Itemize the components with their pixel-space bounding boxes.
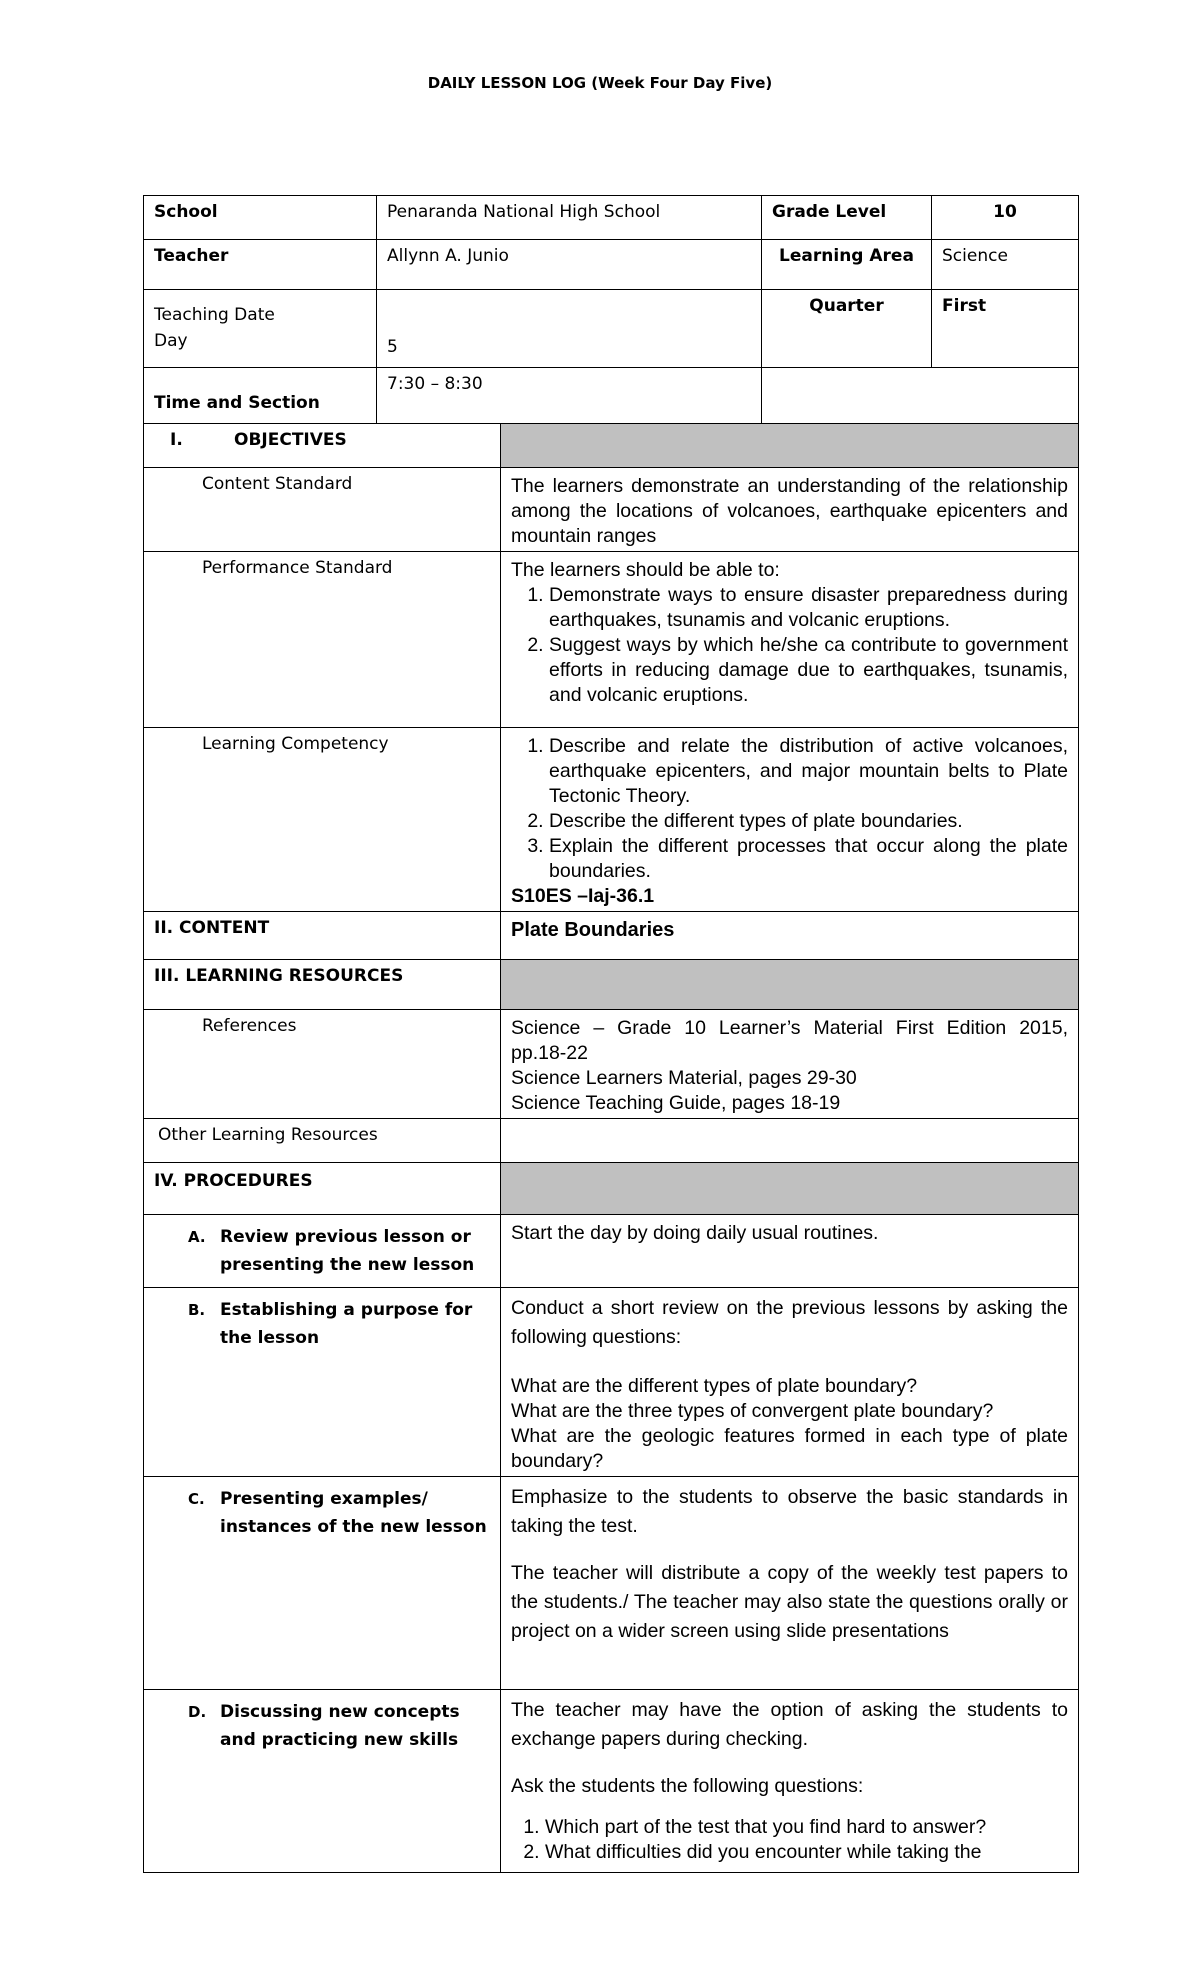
list-item: 1. Which part of the test that you find hard to answer? [545,1815,1068,1840]
competency-list [511,734,1068,884]
procedure-b-text: Conduct a short review on the previous lessons by asking the following questions: [511,1297,1068,1348]
other-resources-label: Other Learning Resources [144,1119,501,1163]
procedure-letter: A. [188,1228,206,1246]
objectives-shade [501,424,1079,468]
procedure-d-text2: Ask the students the following questions: [511,1775,864,1797]
list-item: 2. Describe the different types of plate boundaries. [549,809,1068,834]
time-empty-cell [762,368,1079,424]
procedure-c-label-cell [144,1477,501,1690]
procedure-b-label: Establishing a purpose for the lesson [220,1300,473,1348]
grade-value: 10 [932,196,1079,240]
day-label: Day [154,331,188,351]
teacher-value: Allynn A. Junio [377,240,762,290]
teaching-date-cell [144,290,377,368]
grade-label: Grade Level [762,196,932,240]
reference-item: Science Teaching Guide, pages 18-19 [511,1092,841,1114]
quarter-value: First [932,290,1079,368]
competency-code: S10ES –Iaj-36.1 [511,885,655,907]
objectives-heading [144,424,501,468]
content-value: Plate Boundaries [501,912,1079,960]
performance-intro: The learners should be able to: [511,559,780,581]
day-value: 5 [377,290,762,368]
procedures-label: IV. PROCEDURES [144,1163,501,1215]
school-label: School [144,196,377,240]
school-value: Penaranda National High School [377,196,762,240]
list-item: 2. What difficulties did you encounter while taking the [545,1840,1068,1865]
procedure-c-cell [501,1477,1079,1690]
learning-competency-cell [501,728,1079,912]
procedure-d-questions [511,1815,1068,1865]
learning-competency-label: Learning Competency [144,728,501,912]
page-title: DAILY LESSON LOG (Week Four Day Five) [427,74,773,92]
objectives-numeral: I. [170,430,183,450]
procedure-letter: D. [188,1703,207,1721]
quarter-label: Quarter [762,290,932,368]
procedure-d-cell [501,1690,1079,1873]
list-item: 1. Demonstrate ways to ensure disaster preparedness during earthquakes, tsunamis and volcanic eruptions. [549,583,1068,633]
resources-shade [501,960,1079,1010]
content-standard-label: Content Standard [144,468,501,552]
performance-list [511,583,1068,708]
procedure-letter: C. [188,1490,205,1508]
procedure-d-text1: The teacher may have the option of asking the students to exchange papers during checking. [511,1699,1068,1750]
area-label: Learning Area [762,240,932,290]
references-label: References [144,1010,501,1119]
procedure-b-label-cell [144,1288,501,1477]
references-cell [501,1010,1079,1119]
procedure-a-label: Review previous lesson or presenting the new lesson [220,1227,475,1275]
content-standard-text: The learners demonstrate an understanding of the relationship among the locations of volcanoes, earthquake epicenters and mountain ranges [501,468,1079,552]
resources-label: III. LEARNING RESOURCES [144,960,501,1010]
list-item: 1. Describe and relate the distribution of active volcanoes, earthquake epicenters, and major mountain belts to Plate Tectonic Theory. [549,734,1068,809]
objectives-label: OBJECTIVES [234,430,347,450]
procedure-b-cell [501,1288,1079,1477]
reference-item: Science – Grade 10 Learner’s Material First Edition 2015, pp.18-22 [511,1017,1068,1064]
procedure-d-label: Discussing new concepts and practicing new skills [220,1702,460,1750]
time-value: 7:30 – 8:30 [377,368,762,424]
other-resources-value [501,1119,1079,1163]
time-label: Time and Section [144,368,377,424]
procedure-d-label-cell [144,1690,501,1873]
area-value: Science [932,240,1079,290]
question-item: What are the three types of convergent plate boundary? [511,1400,994,1422]
question-item: What are the geologic features formed in each type of plate boundary? [511,1425,1068,1472]
procedure-a-text: Start the day by doing daily usual routines. [501,1215,1079,1288]
content-label: II. CONTENT [144,912,501,960]
performance-standard-cell [501,552,1079,728]
procedure-c-text2: The teacher will distribute a copy of the weekly test papers to the students./ The teacher may also state the questions orally or project on a wider screen using slide presentations [511,1562,1068,1642]
procedure-letter: B. [188,1301,206,1319]
list-item: 2. Suggest ways by which he/she ca contribute to government efforts in reducing damage due to earthquakes, tsunamis, and volcanic eruptions. [549,633,1068,708]
list-item: 3. Explain the different processes that occur along the plate boundaries. [549,834,1068,884]
question-item: What are the different types of plate boundary? [511,1375,918,1397]
header-table [143,195,1079,424]
procedure-c-label: Presenting examples/ instances of the new lesson [220,1489,487,1537]
procedure-a-label-cell [144,1215,501,1288]
procedures-shade [501,1163,1079,1215]
date-label: Teaching Date [154,305,275,325]
teacher-label: Teacher [144,240,377,290]
lesson-table [143,423,1079,1873]
procedure-c-text1: Emphasize to the students to observe the basic standards in taking the test. [511,1486,1068,1537]
performance-standard-label: Performance Standard [144,552,501,728]
reference-item: Science Learners Material, pages 29-30 [511,1067,857,1089]
